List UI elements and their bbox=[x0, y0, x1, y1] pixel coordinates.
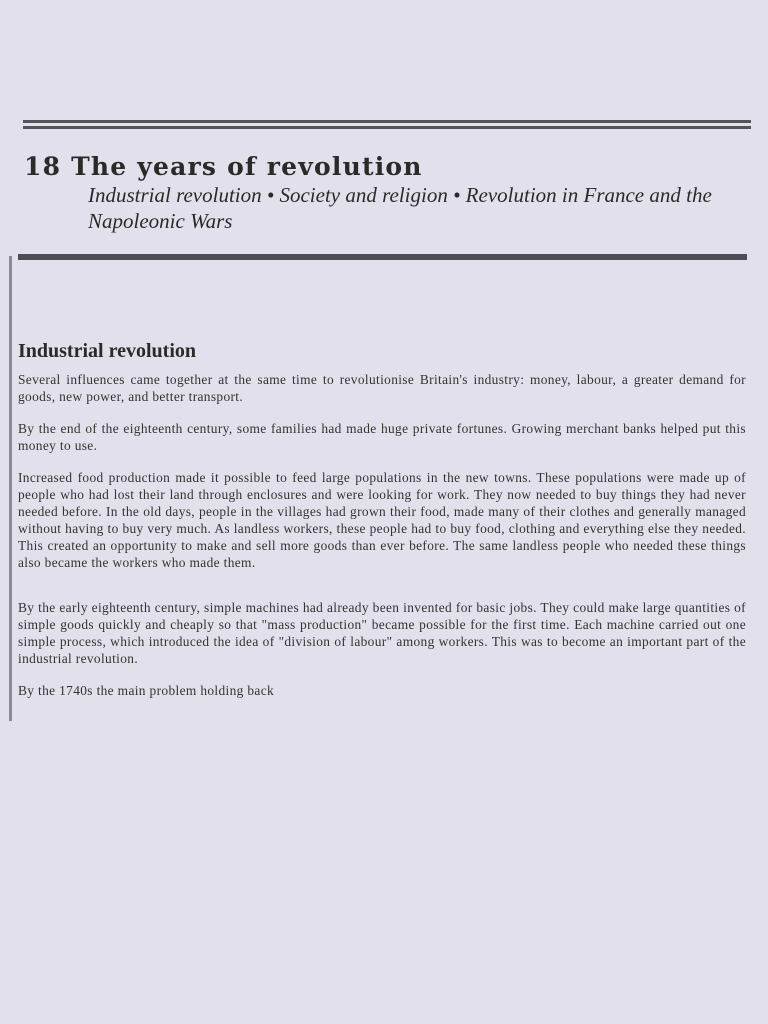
section-content bbox=[18, 338, 746, 714]
chapter-subtitle: Industrial revolution • Society and religion • Revolution in France and the Napoleonic Wars bbox=[88, 183, 712, 233]
paragraph-3: Increased food production made it possible to feed large populations in the new towns. These populations were made up of people who had lost their land through enclosures and were looking for work. They now needed to buy things they had never needed before. In the old days, people in the villages had grown their food, made many of their clothes and generally managed without having to buy very much. As landless workers, these people had to buy food, clothing and everything else they needed. This created an opportunity to make and sell more goods than ever before. The same landless people who needed these things also became the workers who made them. bbox=[18, 470, 746, 570]
heading-divider bbox=[18, 254, 747, 260]
paragraph-2: By the end of the eighteenth century, some families had made huge private fortunes. Growing merchant banks helped put this money to use. bbox=[18, 421, 746, 453]
section-heading: Industrial revolution bbox=[18, 340, 196, 362]
paragraph-5: By the 1740s the main problem holding back bbox=[18, 683, 275, 698]
paragraph-4: By the early eighteenth century, simple machines had already been invented for basic jobs. They could make large quantities of simple goods quickly and cheaply so that "mass production" became possible for the first time. Each machine carried out one simple process, which introduced the idea of "division of labour" among workers. This was to become an important part of the industrial revolution. bbox=[18, 600, 746, 666]
top-double-rule bbox=[23, 120, 751, 129]
chapter-title: 18 The years of revolution bbox=[24, 152, 423, 181]
paragraph-1: Several influences came together at the same time to revolutionise Britain's industry: money, labour, a greater demand for goods, new power, and better transport. bbox=[18, 372, 746, 404]
left-margin-bar bbox=[9, 256, 12, 721]
